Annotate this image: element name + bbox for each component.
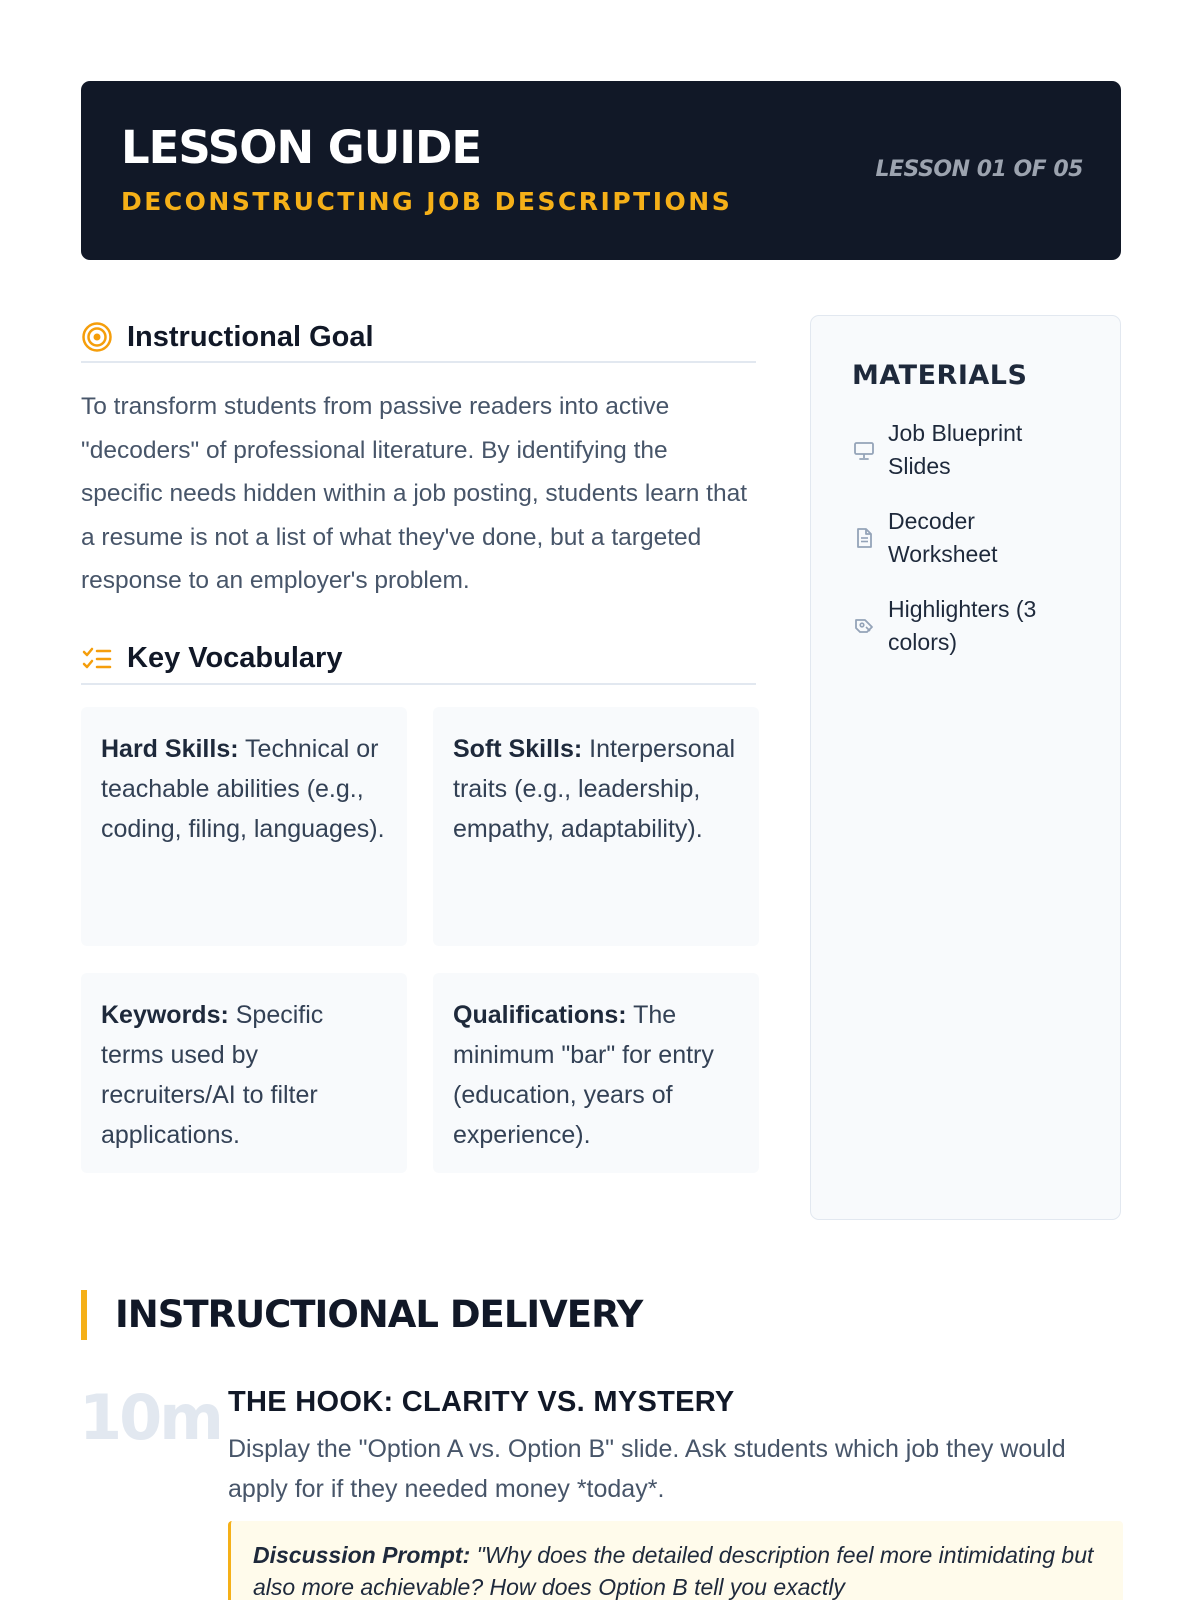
page-title: LESSON GUIDE [121, 121, 482, 174]
goal-section-heading [81, 313, 756, 363]
vocab-card-soft-skills [433, 707, 759, 946]
material-label: Job Blueprint Slides [888, 420, 1023, 479]
vocabulary-grid [81, 707, 756, 1177]
target-icon [81, 321, 113, 353]
vocab-definition: Technical or teachable abilities (e.g., coding, filing, languages). [101, 734, 385, 843]
lesson-subtitle: DECONSTRUCTING JOB DESCRIPTIONS [121, 187, 733, 216]
material-item [852, 505, 1082, 571]
vocab-definition: Specific terms used by recruiters/AI to filter applications. [101, 1000, 324, 1149]
material-item [852, 593, 1082, 659]
goal-text: To transform students from passive readers into active "decoders" of professional literature. By identifying the specific needs hidden within a job posting, students learn that a resume is not a list of what they've done, but a targeted response to an employer's problem. [81, 393, 748, 594]
vocab-card-qualifications [433, 973, 759, 1173]
material-label: Highlighters (3 colors) [888, 596, 1037, 655]
vocab-term: Qualifications: [453, 1000, 627, 1029]
vocab-term: Keywords: [101, 1000, 229, 1029]
vocab-definition: Interpersonal traits (e.g., leadership, empathy, adaptability). [453, 734, 736, 843]
checklist-icon [81, 643, 113, 675]
document-icon [852, 526, 876, 550]
material-item [852, 417, 1082, 483]
step-duration: 10m [79, 1381, 221, 1454]
vocabulary-heading: Key Vocabulary [127, 642, 343, 674]
vocab-card-keywords [81, 973, 407, 1173]
main-column [81, 313, 756, 1177]
presentation-icon [852, 438, 876, 462]
material-label: Decoder Worksheet [888, 508, 998, 567]
delivery-heading: INSTRUCTIONAL DELIVERY [81, 1290, 642, 1340]
vocab-term: Soft Skills: [453, 734, 583, 763]
vocab-definition: The minimum "bar" for entry (education, years of experience). [453, 1000, 714, 1149]
goal-heading: Instructional Goal [127, 320, 374, 353]
vocabulary-section-heading [81, 635, 756, 685]
materials-panel [810, 315, 1121, 1220]
step-description: Display the "Option A vs. Option B" slide. Ask students which job they would apply for if they needed money *today*. [228, 1435, 1066, 1503]
step-title: THE HOOK: CLARITY VS. MYSTERY [228, 1386, 735, 1418]
vocab-card-hard-skills [81, 707, 407, 946]
vocab-term: Hard Skills: [101, 734, 239, 763]
prompt-text: "Why does the detailed description feel more intimidating but also more achievable? How does Option B tell you exactly [253, 1542, 1094, 1600]
materials-title: MATERIALS [852, 360, 1028, 391]
highlighter-icon [852, 614, 876, 638]
prompt-label: Discussion Prompt: [253, 1542, 471, 1568]
discussion-prompt [228, 1521, 1123, 1600]
lesson-header [81, 81, 1121, 260]
lesson-number: LESSON 01 OF 05 [875, 157, 1083, 182]
